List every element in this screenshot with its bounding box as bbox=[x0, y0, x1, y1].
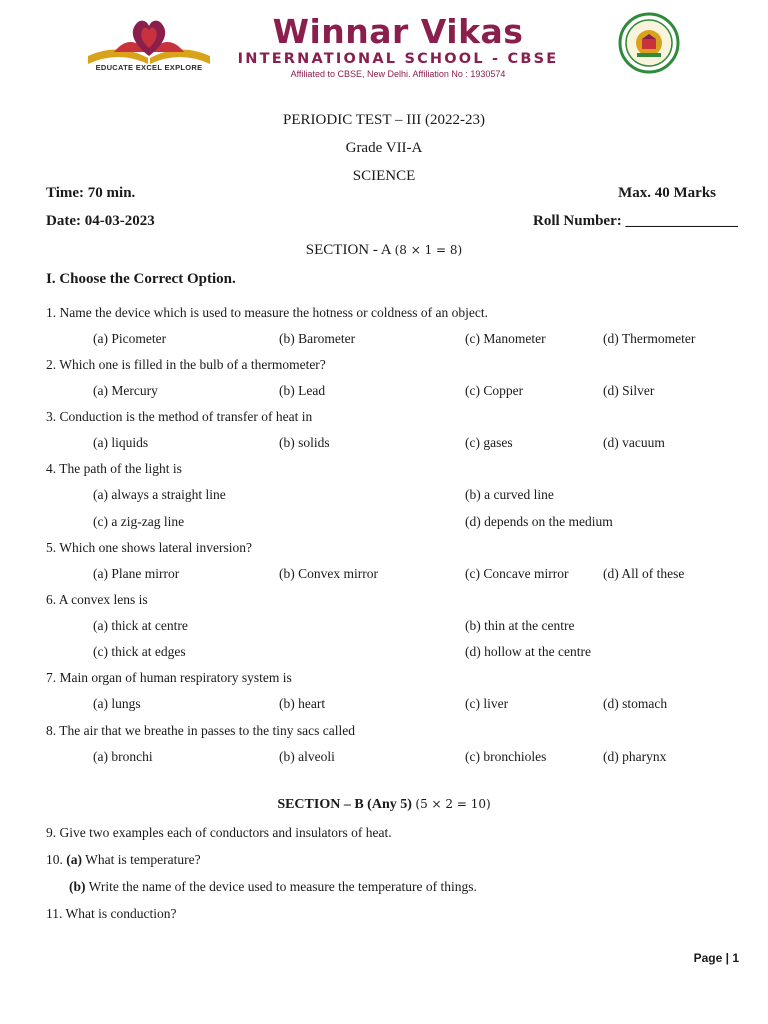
question-9: 9. Give two examples each of conductors and insulators of heat. bbox=[46, 825, 392, 840]
q5-option-b: (b) Convex mirror bbox=[279, 566, 378, 581]
school-name: Winnar Vikas bbox=[272, 12, 524, 51]
section-a-title: SECTION - A bbox=[305, 242, 391, 258]
question-7: 7. Main organ of human respiratory system is bbox=[46, 670, 292, 685]
school-tagline: EDUCATE EXCEL EXPLORE bbox=[95, 63, 203, 72]
school-brand bbox=[218, 14, 578, 80]
question-10a bbox=[46, 852, 201, 868]
q5-option-a: (a) Plane mirror bbox=[93, 566, 180, 581]
q6-option-c: (c) thick at edges bbox=[93, 644, 186, 659]
q6-option-b: (b) thin at the centre bbox=[465, 618, 575, 633]
question-8: 8. The air that we breathe in passes to the tiny sacs called bbox=[46, 723, 356, 738]
q5-option-c: (c) Concave mirror bbox=[465, 566, 569, 581]
section-b-marks: (5 × 2 = 10) bbox=[415, 797, 491, 811]
question-6: 6. A convex lens is bbox=[46, 592, 148, 607]
q2-option-d: (d) Silver bbox=[603, 383, 655, 398]
question-11: 11. What is conduction? bbox=[46, 906, 177, 921]
question-10b-label: (b) bbox=[69, 879, 86, 894]
q2-option-a: (a) Mercury bbox=[93, 383, 158, 398]
exam-max-marks: Max. 40 Marks bbox=[618, 185, 716, 201]
q3-option-c: (c) gases bbox=[465, 435, 513, 450]
question-10a-label: (a) bbox=[66, 852, 82, 867]
roll-number-field: Roll Number: _______________ bbox=[533, 213, 738, 229]
question-5: 5. Which one shows lateral inversion? bbox=[46, 540, 252, 555]
q2-option-b: (b) Lead bbox=[279, 383, 326, 398]
q1-option-c: (c) Manometer bbox=[465, 331, 546, 346]
section-a-marks: (8 × 1 = 8) bbox=[394, 243, 463, 257]
q8-option-b: (b) alveoli bbox=[279, 749, 335, 764]
question-2: 2. Which one is filled in the bulb of a thermometer? bbox=[46, 357, 326, 372]
q6-option-d: (d) hollow at the centre bbox=[465, 644, 591, 659]
q7-option-b: (b) heart bbox=[279, 696, 326, 711]
q1-option-d: (d) Thermometer bbox=[603, 331, 696, 346]
q4-option-d: (d) depends on the medium bbox=[465, 514, 613, 529]
question-10b-text: Write the name of the device used to measure the temperature of things. bbox=[88, 879, 477, 894]
exam-grade: Grade VII-A bbox=[345, 140, 423, 156]
question-10a-text: What is temperature? bbox=[85, 852, 201, 867]
q1-option-b: (b) Barometer bbox=[279, 331, 356, 346]
section-b-title: SECTION – B (Any 5) bbox=[277, 797, 412, 812]
question-4: 4. The path of the light is bbox=[46, 461, 182, 476]
page-number: Page | 1 bbox=[693, 951, 739, 965]
school-letterhead bbox=[66, 8, 704, 80]
q8-option-d: (d) pharynx bbox=[603, 749, 667, 764]
exam-title: PERIODIC TEST – III (2022-23) bbox=[283, 112, 485, 128]
exam-subject: SCIENCE bbox=[352, 168, 416, 184]
section-a-instruction: I. Choose the Correct Option. bbox=[46, 271, 236, 287]
q7-option-a: (a) lungs bbox=[93, 696, 141, 711]
q3-option-b: (b) solids bbox=[279, 435, 330, 450]
q7-option-c: (c) liver bbox=[465, 696, 509, 711]
q5-option-d: (d) All of these bbox=[603, 566, 685, 581]
q1-option-a: (a) Picometer bbox=[93, 331, 167, 346]
section-b-heading bbox=[0, 797, 768, 813]
q4-option-b: (b) a curved line bbox=[465, 487, 554, 502]
question-10b bbox=[69, 879, 477, 895]
q2-option-c: (c) Copper bbox=[465, 383, 524, 398]
q7-option-d: (d) stomach bbox=[603, 696, 668, 711]
question-3: 3. Conduction is the method of transfer of heat in bbox=[46, 409, 313, 424]
school-subtitle: INTERNATIONAL SCHOOL - CBSE bbox=[237, 51, 559, 67]
exam-time: Time: 70 min. bbox=[46, 185, 136, 201]
q8-option-c: (c) bronchioles bbox=[465, 749, 547, 764]
q4-option-a: (a) always a straight line bbox=[93, 487, 226, 502]
q3-option-d: (d) vacuum bbox=[603, 435, 665, 450]
exam-date: Date: 04-03-2023 bbox=[46, 213, 155, 229]
question-10-number: 10. bbox=[46, 852, 63, 867]
school-affiliation: Affiliated to CBSE, New Delhi. Affiliation No : 1930574 bbox=[290, 69, 506, 79]
q4-option-c: (c) a zig-zag line bbox=[93, 514, 185, 529]
q3-option-a: (a) liquids bbox=[93, 435, 149, 450]
q6-option-a: (a) thick at centre bbox=[93, 618, 188, 633]
school-seal-icon bbox=[613, 12, 685, 74]
section-a-heading bbox=[0, 242, 768, 259]
q8-option-a: (a) bronchi bbox=[93, 749, 153, 764]
question-1: 1. Name the device which is used to measure the hotness or coldness of an object. bbox=[46, 305, 488, 320]
